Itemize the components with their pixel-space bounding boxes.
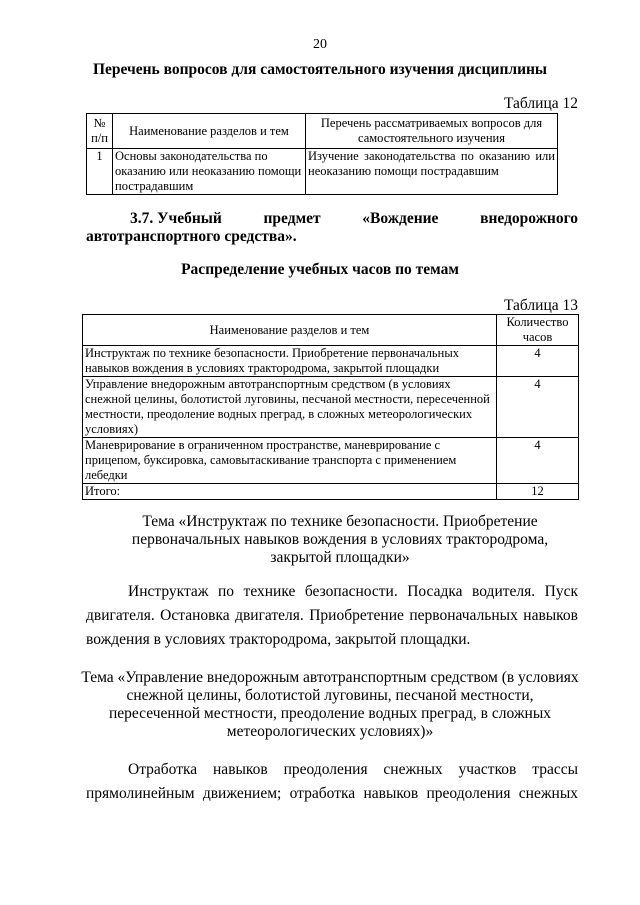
section-title-word: «Вождение [362, 210, 439, 227]
section-title-line2: автотранспортного средства». [86, 228, 297, 245]
section-title [86, 210, 578, 246]
section-title-word: предмет [263, 210, 321, 227]
table-header-row [83, 315, 579, 346]
table-row [83, 438, 579, 484]
topic1-title: Тема «Инструктаж по технике безопасности. Приобретение первоначальных навыков вождения в условиях трактородрома, закрытой площадки» [131, 513, 549, 566]
table-total-row [83, 484, 579, 500]
row-hours: 4 [497, 438, 579, 484]
table-row [83, 346, 579, 377]
header-sections: Наименование разделов и тем [113, 114, 306, 149]
row-hours: 4 [497, 377, 579, 438]
topic2-title: Тема «Управление внедорожным автотранспортным средством (в условиях снежной целины, болотистой луговины, песчаной местности, пересеченной местности, преодоление водных преград, в сложных метеорологических условиях)» [81, 669, 579, 740]
table-row [87, 149, 558, 195]
row-topic: Управление внедорожным автотранспортным средством (в условиях снежной целины, болотистой луговины, песчаной местности, пересеченной местности, преодоление водных преград, в сложных метеорологических условиях) [83, 377, 497, 438]
header-hours: Количество часов [497, 315, 579, 346]
row-number: 1 [87, 149, 113, 195]
table12-caption: Таблица 12 [503, 95, 578, 112]
heading-hours: Распределение учебных часов по темам [181, 261, 459, 278]
row-section: Основы законодательства по оказанию или неоказанию помощи пострадавшим [113, 149, 306, 195]
section-title-word: внедорожного [480, 210, 578, 227]
total-hours: 12 [497, 484, 579, 500]
topic1-text: Инструктаж по технике безопасности. Посадка водителя. Пуск двигателя. Остановка двигателя. Приобретение первоначальных навыков вождения в условиях трактородрома, закрытой площадки. [86, 583, 578, 648]
table-13 [82, 314, 579, 500]
topic2-text: Отработка навыков преодоления снежных участков трассы прямолинейным движением; отработка навыков преодоления снежных [86, 761, 578, 802]
table-header-row [87, 114, 558, 149]
heading-self-study: Перечень вопросов для самостоятельного изучения дисциплины [92, 61, 548, 78]
header-number: № п/п [87, 114, 113, 149]
total-label: Итого: [83, 484, 497, 500]
row-questions: Изучение законодательства по оказанию или неоказанию помощи пострадавшим [306, 149, 558, 195]
row-hours: 4 [497, 346, 579, 377]
table-row [83, 377, 579, 438]
page-number: 20 [313, 37, 327, 52]
header-sections: Наименование разделов и тем [83, 315, 497, 346]
row-topic: Инструктаж по технике безопасности. Приобретение первоначальных навыков вождения в условиях трактородрома, закрытой площадки [83, 346, 497, 377]
row-topic: Маневрирование в ограниченном пространстве, маневрирование с прицепом, буксировка, самовытаскивание транспорта с применением лебедки [83, 438, 497, 484]
table13-caption: Таблица 13 [503, 297, 578, 314]
section-title-word: 3.7. Учебный [130, 210, 222, 227]
table-12 [86, 113, 558, 195]
header-questions: Перечень рассматриваемых вопросов для самостоятельного изучения [306, 114, 558, 149]
